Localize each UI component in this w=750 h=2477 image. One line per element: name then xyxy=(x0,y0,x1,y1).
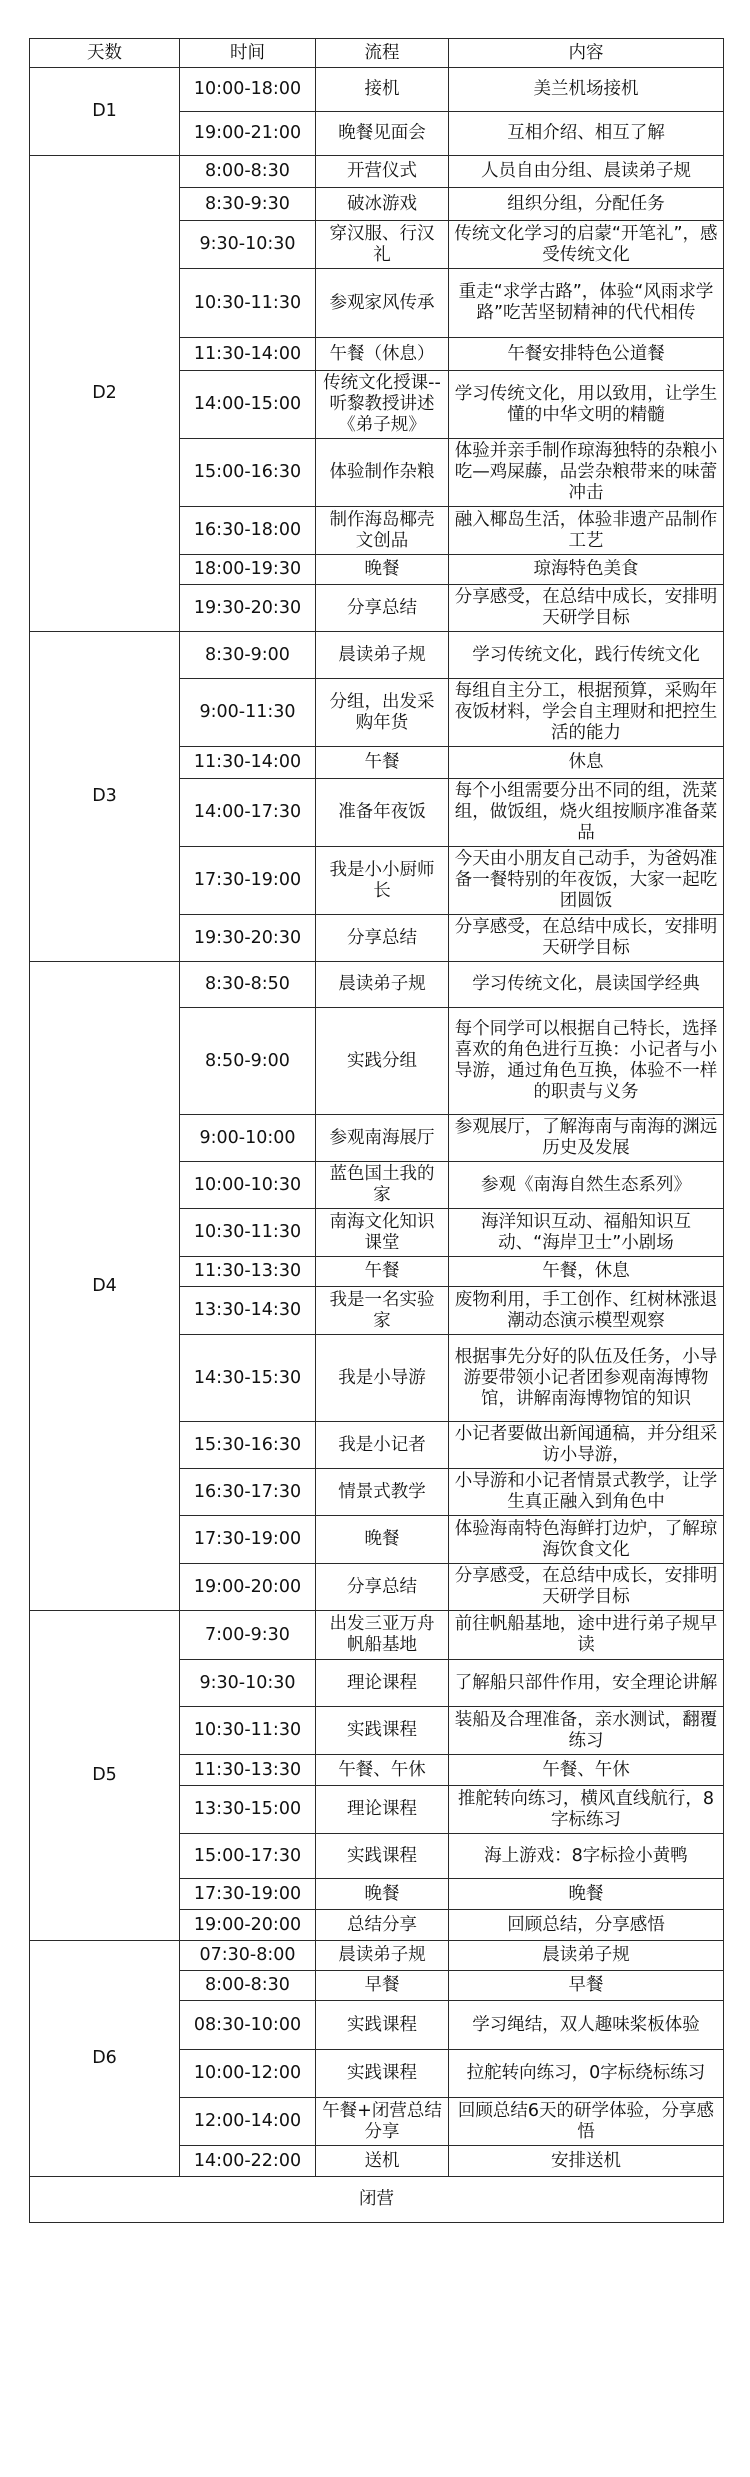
day-cell: D5 xyxy=(30,1611,180,1941)
flow-cell: 破冰游戏 xyxy=(316,188,449,221)
content-cell: 学习绳结，双人趣味桨板体验 xyxy=(449,2001,724,2050)
time-cell: 19:00-20:00 xyxy=(180,1910,316,1941)
content-cell: 废物利用，手工创作、红树林涨退潮动态演示模型观察 xyxy=(449,1287,724,1335)
time-cell: 11:30-14:00 xyxy=(180,747,316,779)
header-flow: 流程 xyxy=(316,39,449,68)
content-cell: 午餐，休息 xyxy=(449,1257,724,1287)
content-cell: 学习传统文化，践行传统文化 xyxy=(449,632,724,679)
content-cell: 学习传统文化，晨读国学经典 xyxy=(449,962,724,1008)
flow-cell: 制作海岛椰壳文创品 xyxy=(316,507,449,555)
flow-cell: 接机 xyxy=(316,68,449,112)
header-day: 天数 xyxy=(30,39,180,68)
time-cell: 9:30-10:30 xyxy=(180,221,316,269)
flow-cell: 午餐（休息） xyxy=(316,338,449,371)
flow-cell: 准备年夜饭 xyxy=(316,779,449,847)
flow-cell: 分享总结 xyxy=(316,1564,449,1611)
flow-cell: 穿汉服、行汉礼 xyxy=(316,221,449,269)
time-cell: 17:30-19:00 xyxy=(180,1879,316,1910)
header-row xyxy=(30,39,724,68)
flow-cell: 早餐 xyxy=(316,1971,449,2001)
content-cell: 参观展厅，了解海南与南海的渊远历史及发展 xyxy=(449,1115,724,1162)
flow-cell: 晚餐 xyxy=(316,555,449,585)
content-cell: 海洋知识互动、福船知识互动、“海岸卫士”小剧场 xyxy=(449,1209,724,1257)
content-cell: 晚餐 xyxy=(449,1879,724,1910)
content-cell: 小记者要做出新闻通稿，并分组采访小导游， xyxy=(449,1422,724,1469)
flow-cell: 体验制作杂粮 xyxy=(316,439,449,507)
time-cell: 08:30-10:00 xyxy=(180,2001,316,2050)
content-cell: 每组自主分工，根据预算，采购年夜饭材料，学会自主理财和把控生活的能力 xyxy=(449,679,724,747)
flow-cell: 分享总结 xyxy=(316,915,449,962)
time-cell: 10:00-10:30 xyxy=(180,1162,316,1209)
content-cell: 分享感受，在总结中成长，安排明天研学目标 xyxy=(449,915,724,962)
schedule-row xyxy=(30,1941,724,1971)
flow-cell: 送机 xyxy=(316,2146,449,2177)
time-cell: 9:00-10:00 xyxy=(180,1115,316,1162)
flow-cell: 出发三亚万舟帆船基地 xyxy=(316,1611,449,1660)
flow-cell: 分享总结 xyxy=(316,585,449,632)
flow-cell: 午餐、午休 xyxy=(316,1755,449,1786)
content-cell: 安排送机 xyxy=(449,2146,724,2177)
schedule-body xyxy=(30,68,724,2177)
flow-cell: 晨读弟子规 xyxy=(316,962,449,1008)
time-cell: 19:00-21:00 xyxy=(180,112,316,156)
flow-cell: 晨读弟子规 xyxy=(316,1941,449,1971)
content-cell: 美兰机场接机 xyxy=(449,68,724,112)
flow-cell: 实践课程 xyxy=(316,1834,449,1879)
content-cell: 根据事先分好的队伍及任务，小导游要带领小记者团参观南海博物馆，讲解南海博物馆的知识 xyxy=(449,1335,724,1422)
flow-cell: 理论课程 xyxy=(316,1786,449,1834)
schedule-row xyxy=(30,632,724,679)
time-cell: 10:00-12:00 xyxy=(180,2050,316,2098)
content-cell: 互相介绍、相互了解 xyxy=(449,112,724,156)
flow-cell: 实践课程 xyxy=(316,2001,449,2050)
flow-cell: 晚餐 xyxy=(316,1879,449,1910)
flow-cell: 晨读弟子规 xyxy=(316,632,449,679)
flow-cell: 南海文化知识课堂 xyxy=(316,1209,449,1257)
flow-cell: 蓝色国土我的家 xyxy=(316,1162,449,1209)
header-content: 内容 xyxy=(449,39,724,68)
schedule-row xyxy=(30,156,724,188)
time-cell: 13:30-14:30 xyxy=(180,1287,316,1335)
time-cell: 17:30-19:00 xyxy=(180,1516,316,1564)
flow-cell: 晚餐 xyxy=(316,1516,449,1564)
content-cell: 分享感受，在总结中成长，安排明天研学目标 xyxy=(449,585,724,632)
content-cell: 小导游和小记者情景式教学，让学生真正融入到角色中 xyxy=(449,1469,724,1516)
time-cell: 14:00-17:30 xyxy=(180,779,316,847)
content-cell: 组织分组，分配任务 xyxy=(449,188,724,221)
flow-cell: 午餐 xyxy=(316,747,449,779)
time-cell: 8:50-9:00 xyxy=(180,1008,316,1115)
time-cell: 10:00-18:00 xyxy=(180,68,316,112)
time-cell: 8:00-8:30 xyxy=(180,156,316,188)
content-cell: 学习传统文化，用以致用，让学生懂的中华文明的精髓 xyxy=(449,371,724,439)
schedule-table xyxy=(29,38,724,2223)
day-cell: D3 xyxy=(30,632,180,962)
flow-cell: 我是小导游 xyxy=(316,1335,449,1422)
flow-cell: 午餐 xyxy=(316,1257,449,1287)
content-cell: 拉舵转向练习，0字标绕标练习 xyxy=(449,2050,724,2098)
time-cell: 12:00-14:00 xyxy=(180,2098,316,2146)
flow-cell: 我是小小厨师长 xyxy=(316,847,449,915)
time-cell: 9:30-10:30 xyxy=(180,1660,316,1707)
content-cell: 早餐 xyxy=(449,1971,724,2001)
time-cell: 07:30-8:00 xyxy=(180,1941,316,1971)
content-cell: 回顾总结，分享感悟 xyxy=(449,1910,724,1941)
time-cell: 8:30-9:00 xyxy=(180,632,316,679)
day-cell: D6 xyxy=(30,1941,180,2177)
content-cell: 了解船只部件作用，安全理论讲解 xyxy=(449,1660,724,1707)
closing-row xyxy=(30,2177,724,2223)
time-cell: 15:00-17:30 xyxy=(180,1834,316,1879)
time-cell: 14:30-15:30 xyxy=(180,1335,316,1422)
flow-cell: 午餐+闭营总结分享 xyxy=(316,2098,449,2146)
time-cell: 10:30-11:30 xyxy=(180,1209,316,1257)
time-cell: 19:30-20:30 xyxy=(180,915,316,962)
time-cell: 18:00-19:30 xyxy=(180,555,316,585)
content-cell: 前往帆船基地，途中进行弟子规早读 xyxy=(449,1611,724,1660)
flow-cell: 参观家风传承 xyxy=(316,269,449,338)
time-cell: 15:30-16:30 xyxy=(180,1422,316,1469)
time-cell: 16:30-18:00 xyxy=(180,507,316,555)
flow-cell: 总结分享 xyxy=(316,1910,449,1941)
time-cell: 15:00-16:30 xyxy=(180,439,316,507)
schedule-row xyxy=(30,962,724,1008)
time-cell: 16:30-17:30 xyxy=(180,1469,316,1516)
time-cell: 8:30-8:50 xyxy=(180,962,316,1008)
content-cell: 今天由小朋友自己动手，为爸妈准备一餐特别的年夜饭，大家一起吃团圆饭 xyxy=(449,847,724,915)
flow-cell: 实践分组 xyxy=(316,1008,449,1115)
time-cell: 11:30-14:00 xyxy=(180,338,316,371)
content-cell: 晨读弟子规 xyxy=(449,1941,724,1971)
content-cell: 传统文化学习的启蒙“开笔礼”，感受传统文化 xyxy=(449,221,724,269)
flow-cell: 分组，出发采购年货 xyxy=(316,679,449,747)
content-cell: 每个同学可以根据自己特长，选择喜欢的角色进行互换：小记者与小导游，通过角色互换，体验不一样的职责与义务 xyxy=(449,1008,724,1115)
content-cell: 人员自由分组、晨读弟子规 xyxy=(449,156,724,188)
time-cell: 7:00-9:30 xyxy=(180,1611,316,1660)
day-cell: D1 xyxy=(30,68,180,156)
content-cell: 体验并亲手制作琼海独特的杂粮小吃—鸡屎藤，品尝杂粮带来的味蕾冲击 xyxy=(449,439,724,507)
content-cell: 融入椰岛生活，体验非遗产品制作工艺 xyxy=(449,507,724,555)
flow-cell: 情景式教学 xyxy=(316,1469,449,1516)
schedule-row xyxy=(30,1611,724,1660)
time-cell: 8:00-8:30 xyxy=(180,1971,316,2001)
header-time: 时间 xyxy=(180,39,316,68)
time-cell: 14:00-22:00 xyxy=(180,2146,316,2177)
time-cell: 13:30-15:00 xyxy=(180,1786,316,1834)
content-cell: 每个小组需要分出不同的组，洗菜组，做饭组，烧火组按顺序准备菜品 xyxy=(449,779,724,847)
flow-cell: 传统文化授课--听黎教授讲述《弟子规》 xyxy=(316,371,449,439)
day-cell: D2 xyxy=(30,156,180,632)
content-cell: 琼海特色美食 xyxy=(449,555,724,585)
content-cell: 参观《南海自然生态系列》 xyxy=(449,1162,724,1209)
day-cell: D4 xyxy=(30,962,180,1611)
time-cell: 9:00-11:30 xyxy=(180,679,316,747)
content-cell: 推舵转向练习，横风直线航行，8字标练习 xyxy=(449,1786,724,1834)
closing-cell: 闭营 xyxy=(30,2177,724,2223)
flow-cell: 参观南海展厅 xyxy=(316,1115,449,1162)
content-cell: 装船及合理准备，亲水测试，翻覆练习 xyxy=(449,1707,724,1755)
flow-cell: 理论课程 xyxy=(316,1660,449,1707)
time-cell: 11:30-13:30 xyxy=(180,1257,316,1287)
content-cell: 午餐、午休 xyxy=(449,1755,724,1786)
flow-cell: 我是一名实验家 xyxy=(316,1287,449,1335)
time-cell: 14:00-15:00 xyxy=(180,371,316,439)
time-cell: 19:30-20:30 xyxy=(180,585,316,632)
time-cell: 10:30-11:30 xyxy=(180,1707,316,1755)
flow-cell: 晚餐见面会 xyxy=(316,112,449,156)
time-cell: 17:30-19:00 xyxy=(180,847,316,915)
schedule-row xyxy=(30,68,724,112)
content-cell: 回顾总结6天的研学体验，分享感悟 xyxy=(449,2098,724,2146)
flow-cell: 实践课程 xyxy=(316,1707,449,1755)
content-cell: 分享感受，在总结中成长，安排明天研学目标 xyxy=(449,1564,724,1611)
flow-cell: 开营仪式 xyxy=(316,156,449,188)
content-cell: 休息 xyxy=(449,747,724,779)
time-cell: 11:30-13:30 xyxy=(180,1755,316,1786)
time-cell: 10:30-11:30 xyxy=(180,269,316,338)
content-cell: 午餐安排特色公道餐 xyxy=(449,338,724,371)
flow-cell: 实践课程 xyxy=(316,2050,449,2098)
time-cell: 19:00-20:00 xyxy=(180,1564,316,1611)
time-cell: 8:30-9:30 xyxy=(180,188,316,221)
content-cell: 体验海南特色海鲜打边炉，了解琼海饮食文化 xyxy=(449,1516,724,1564)
content-cell: 海上游戏：8字标捡小黄鸭 xyxy=(449,1834,724,1879)
flow-cell: 我是小记者 xyxy=(316,1422,449,1469)
content-cell: 重走“求学古路”，体验“风雨求学路”吃苦坚韧精神的代代相传 xyxy=(449,269,724,338)
